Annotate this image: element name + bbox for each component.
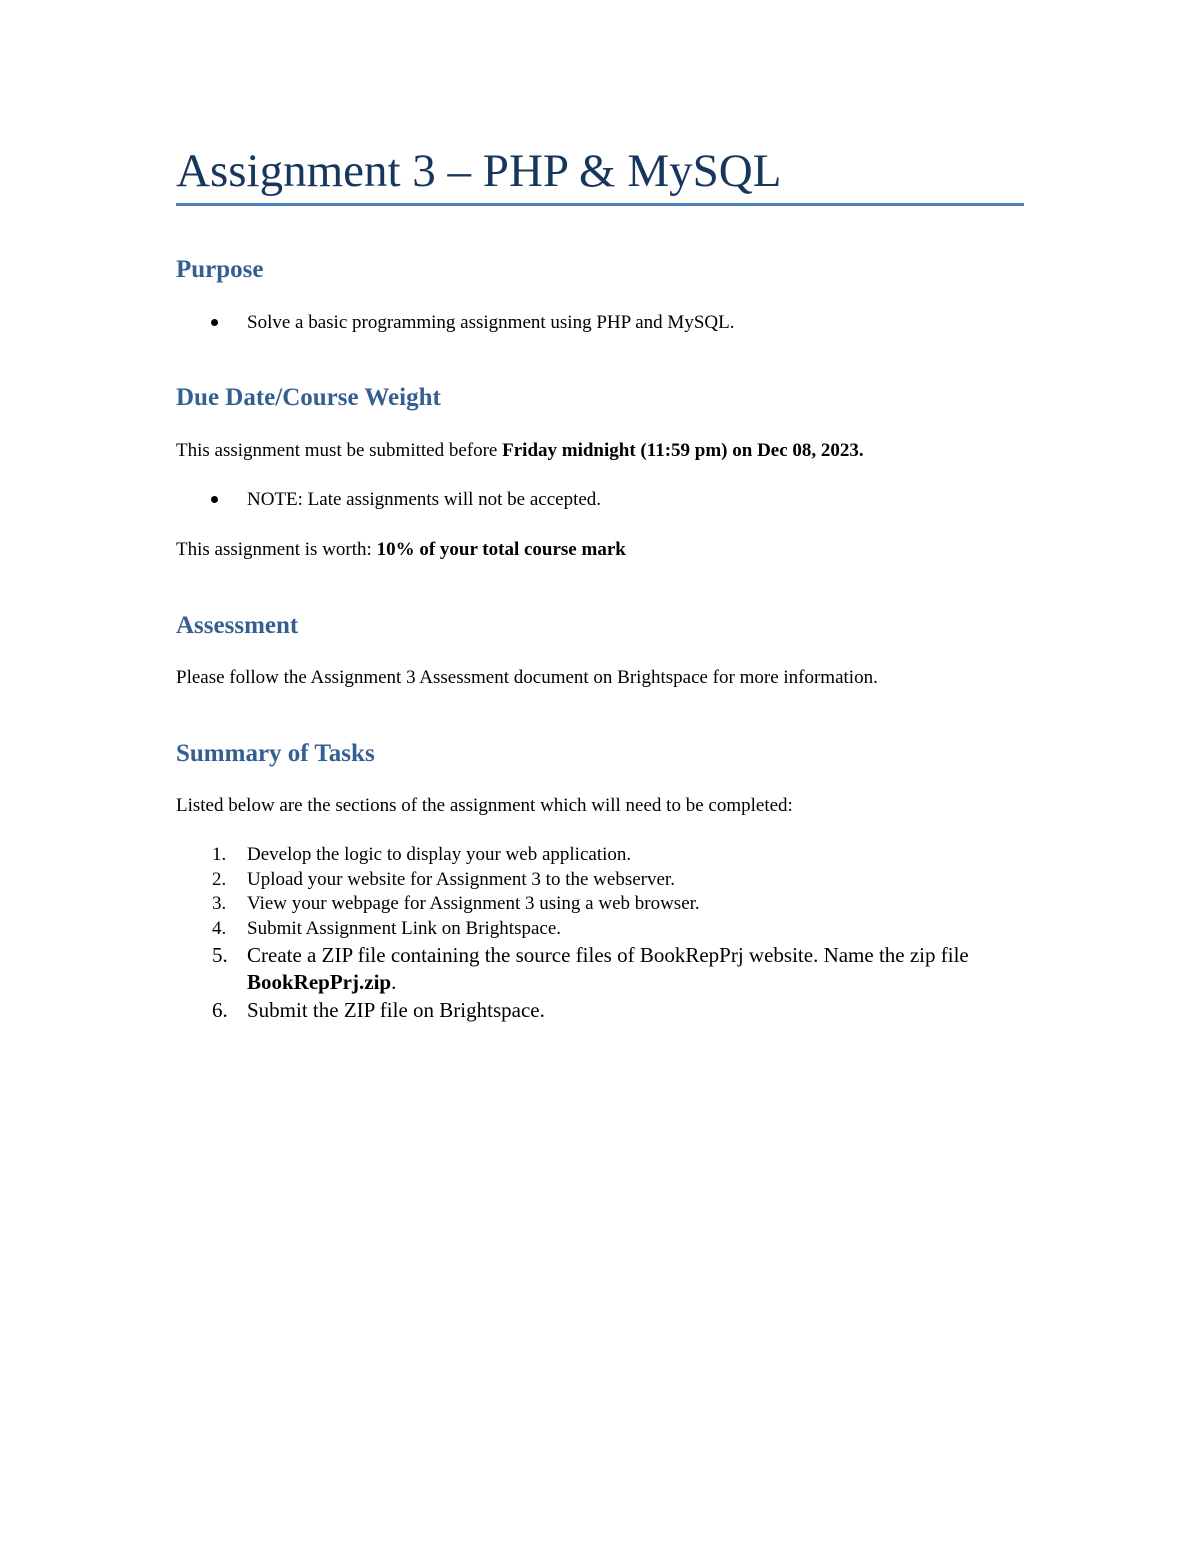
course-weight-value: 10% of your total course mark (376, 539, 626, 560)
tasks-intro: Listed below are the sections of the assignment which will need to be completed: (176, 795, 793, 816)
zip-filename: BookRepPrj.zip (247, 970, 392, 995)
course-weight-prefix: This assignment is worth: (176, 539, 372, 560)
task-number: 6. (212, 997, 228, 1022)
bullet-icon (211, 319, 218, 326)
task-text: Develop the logic to display your web application. (247, 844, 632, 865)
heading-summary-of-tasks: Summary of Tasks (176, 740, 375, 767)
task-text-after: . (391, 970, 397, 995)
document-title: Assignment 3 – PHP & MySQL (176, 145, 782, 197)
task-text (247, 942, 1024, 997)
task-text-before: Create a ZIP file containing the source files of BookRepPrj website. Name the zip file (247, 942, 969, 967)
task-text: Upload your website for Assignment 3 to the webserver. (247, 868, 675, 890)
heading-purpose: Purpose (176, 256, 264, 283)
task-item (176, 843, 1024, 868)
task-number: 4. (212, 918, 227, 940)
task-number: 3. (212, 893, 227, 915)
title-underline (176, 203, 1024, 206)
due-date-deadline: Friday midnight (11:59 pm) on Dec 08, 2023. (502, 440, 864, 461)
task-number: 2. (212, 868, 227, 890)
task-list (176, 843, 1024, 1024)
heading-due-date: Due Date/Course Weight (176, 384, 441, 411)
task-item (176, 942, 1024, 997)
purpose-bullet-text: Solve a basic programming assignment using PHP and MySQL. (247, 312, 735, 333)
task-item (176, 892, 1024, 917)
task-number: 5. (212, 942, 228, 967)
course-weight-paragraph (176, 538, 626, 562)
task-text: Submit the ZIP file on Brightspace. (247, 997, 545, 1022)
task-text: Submit Assignment Link on Brightspace. (247, 918, 562, 940)
heading-assessment: Assessment (176, 612, 299, 639)
late-note-text: NOTE: Late assignments will not be accepted. (247, 489, 602, 510)
due-date-paragraph (176, 439, 864, 463)
assessment-paragraph: Please follow the Assignment 3 Assessment document on Brightspace for more information. (176, 667, 878, 688)
due-date-prefix: This assignment must be submitted before (176, 440, 498, 461)
bullet-icon (211, 496, 218, 503)
task-number: 1. (212, 844, 227, 865)
task-item (176, 997, 1024, 1025)
task-item (176, 868, 1024, 893)
task-item (176, 917, 1024, 942)
task-text: View your webpage for Assignment 3 using a web browser. (247, 893, 700, 915)
